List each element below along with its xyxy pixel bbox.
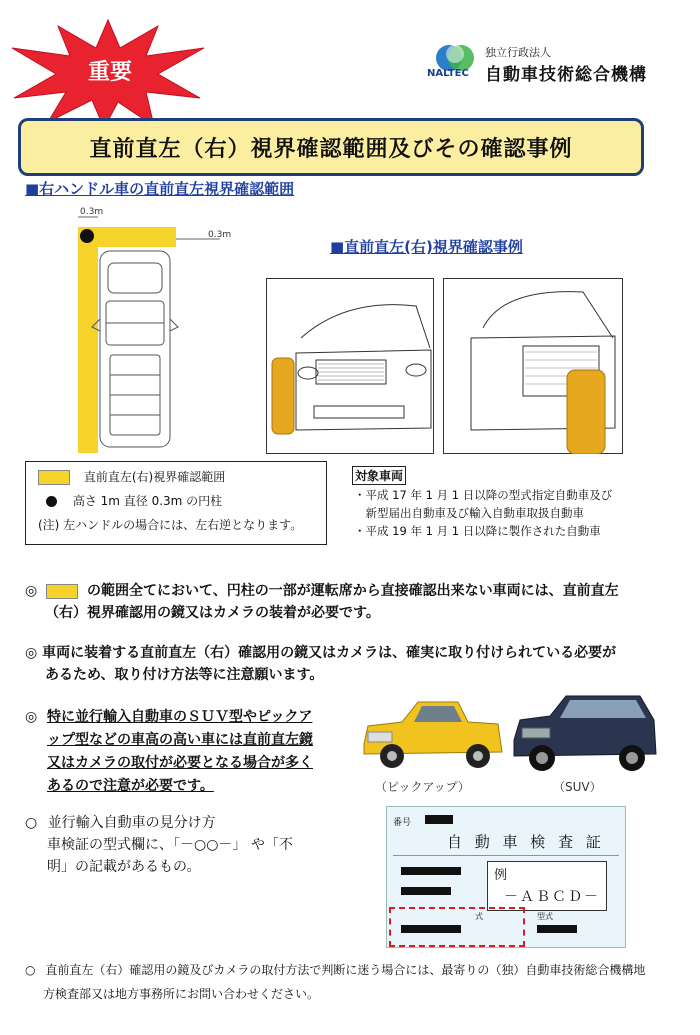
target-item: ・平成 19 年 1 月 1 日以降に製作された自動車 bbox=[354, 524, 601, 538]
pillar-photo bbox=[272, 358, 294, 434]
point-3 bbox=[25, 706, 345, 798]
point-2 bbox=[25, 642, 695, 686]
suv-caption: （SUV） bbox=[553, 780, 602, 794]
pillar-dot-icon bbox=[46, 496, 57, 507]
point-3-line: 又はカメラの取付が必要となる場合が多く bbox=[47, 755, 313, 771]
double-circle-mark: ◎ bbox=[25, 709, 38, 725]
dimension-top-label: 0.3m bbox=[80, 207, 104, 217]
footer-note bbox=[25, 958, 685, 1006]
point-3-line: あるので注意が必要です。 bbox=[47, 778, 214, 794]
legend-box bbox=[25, 461, 327, 545]
target-item: ・平成 17 年 1 月 1 日以降の型式指定自動車及び bbox=[354, 488, 613, 502]
footer-line-2: 方検査部又は地方事務所にお問い合わせください。 bbox=[43, 987, 320, 1001]
pickup-truck-illustration bbox=[358, 692, 506, 776]
point-4 bbox=[25, 812, 345, 878]
circle-mark: ○ bbox=[25, 963, 36, 977]
pillar-photo bbox=[567, 370, 605, 454]
divider bbox=[393, 855, 619, 856]
point-3-line: 特に並行輸入自動車のＳＵＶ型やピックア bbox=[47, 709, 313, 725]
pillar-marker bbox=[80, 229, 94, 243]
dimension-side-label: 0.3m bbox=[208, 230, 232, 240]
double-circle-mark: ◎ bbox=[25, 645, 38, 661]
point-2-line-1: 車両に装着する直前直左（右）確認用の鏡又はカメラは、確実に取り付けられている必要が bbox=[42, 645, 617, 661]
example-label: 例 bbox=[494, 868, 508, 883]
range-swatch bbox=[46, 584, 78, 599]
highlight-box bbox=[389, 907, 525, 947]
inspection-certificate bbox=[386, 806, 626, 948]
example-sedan-illustration bbox=[266, 278, 434, 454]
legend-range-label: 直前直左(右)視界確認範囲 bbox=[83, 470, 226, 484]
left-range-zone bbox=[78, 227, 98, 453]
redacted-block bbox=[537, 925, 577, 933]
point-1-line-2: （右）視界確認用の鏡又はカメラの装着が必要です。 bbox=[45, 605, 380, 621]
point-2-line-2: あるため、取り付け方法等に注意願います。 bbox=[45, 667, 324, 683]
redacted-block bbox=[425, 815, 453, 824]
double-circle-mark: ◎ bbox=[25, 583, 38, 599]
legend-pillar-label: 高さ 1m 直径 0.3m の円柱 bbox=[72, 494, 223, 508]
point-3-line: ップ型などの車高の高い車には直前直左鏡 bbox=[47, 732, 313, 748]
circle-mark: ○ bbox=[25, 815, 38, 831]
redacted-block bbox=[401, 887, 451, 895]
target-vehicles-heading: 対象車両 bbox=[352, 466, 406, 485]
example-suv-illustration bbox=[443, 278, 623, 454]
example-value: －ＡＢＣＤ－ bbox=[504, 889, 600, 905]
legend-note: (注) 左ハンドルの場合には、左右逆となります。 bbox=[38, 518, 303, 532]
redacted-block bbox=[401, 867, 461, 875]
point-4-line-2: 明」の記載があるもの。 bbox=[47, 859, 201, 875]
point-4-title: 並行輸入自動車の見分け方 bbox=[47, 815, 216, 831]
naltec-logo bbox=[425, 40, 685, 90]
example-callout bbox=[487, 861, 607, 911]
target-item: 新型届出自動車及び輸入自動車取扱自動車 bbox=[354, 506, 584, 520]
naltec-acronym: NALTEC bbox=[427, 68, 469, 79]
examples-section-heading: ■直前直左(右)視界確認事例 bbox=[330, 238, 523, 256]
suv-illustration bbox=[510, 690, 660, 776]
pickup-caption: （ピックアップ） bbox=[375, 780, 470, 794]
model-field-label-2: 型式 bbox=[537, 912, 553, 921]
certificate-title: 自 動 車 検 査 証 bbox=[447, 833, 605, 851]
range-swatch bbox=[38, 470, 70, 485]
model-field-label: 式 bbox=[475, 912, 483, 921]
org-type-label: 独立行政法人 bbox=[485, 46, 551, 59]
top-view-diagram bbox=[70, 215, 245, 455]
point-4-line-1: 車検証の型式欄に、「－○○－」 や「不 bbox=[47, 837, 293, 853]
org-name: 自動車技術総合機構 bbox=[485, 65, 647, 85]
footer-line-1: 直前直左（右）確認用の鏡及びカメラの取付方法で判断に迷う場合には、最寄りの（独）自動車技術総合機構地 bbox=[45, 963, 646, 977]
point-1 bbox=[25, 580, 685, 624]
page-title: 直前直左（右）視界確認範囲及びその確認事例 bbox=[18, 118, 644, 176]
certificate-number-label: 番号 bbox=[393, 818, 412, 828]
point-1-line-1: の範囲全てにおいて、円柱の一部が運転席から直接確認出来ない車両には、直前直左 bbox=[86, 583, 619, 599]
important-badge-label: 重要 bbox=[87, 60, 132, 85]
range-section-heading: ■右ハンドル車の直前直左視界確認範囲 bbox=[25, 180, 295, 198]
